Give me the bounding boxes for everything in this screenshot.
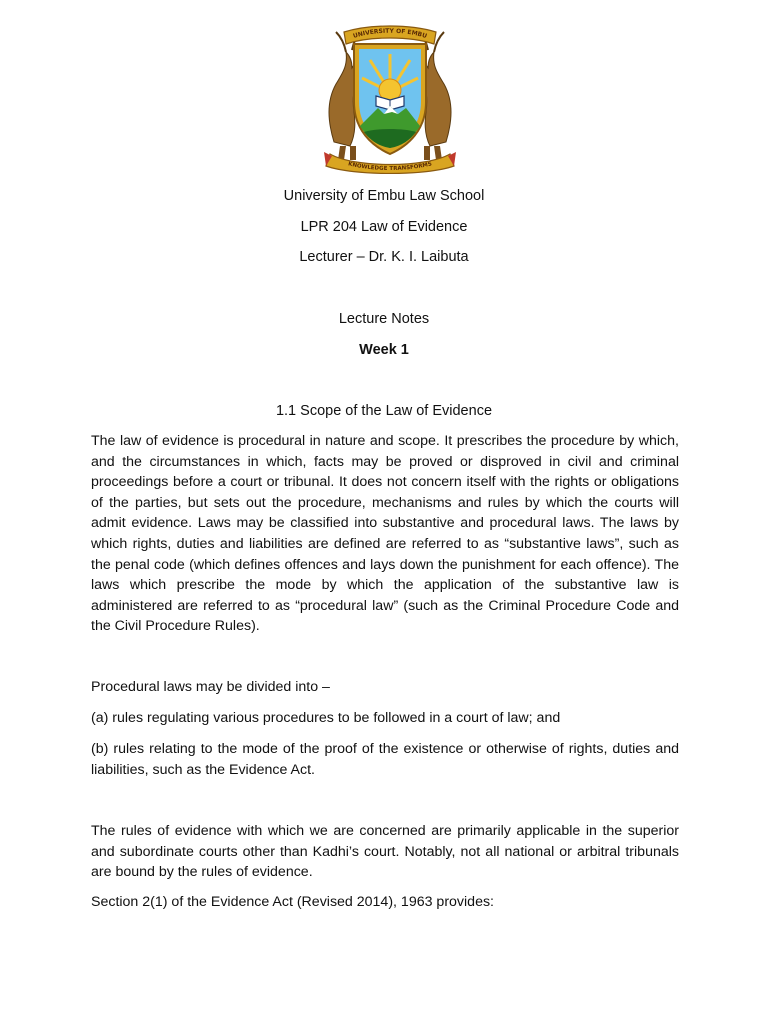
lecture-notes-label: Lecture Notes [338, 311, 430, 327]
paragraph-section-2-1: Section 2(1) of the Evidence Act (Revised 2014), 1963 provides: [91, 894, 494, 910]
list-item-b: (b) rules relating to the mode of the proof of the existence or otherwise of rights, duties and liabilities, such as the Evidence Act. [91, 741, 679, 778]
week-label: Week 1 [359, 342, 409, 358]
school-name: University of Embu Law School [283, 188, 485, 204]
crest-top-banner-text: UNIVERSITY OF EMBU [352, 27, 428, 40]
section-heading: 1.1 Scope of the Law of Evidence [275, 403, 493, 419]
crest-shield [354, 44, 426, 154]
university-crest-logo [314, 22, 466, 174]
list-item-a: (a) rules regulating various procedures to be followed in a court of law; and [91, 710, 561, 726]
paragraph-scope: The law of evidence is procedural in nature and scope. It prescribes the procedure by which, and the circumstances in which, facts may be proved or disproved in civil and criminal proceedings before a court or tribunal. It does not concern itself with the rights or obligations of the parties, but sets out the procedure, mechanisms and rules by which the courts will admit evidence. Laws may be classified into substantive and procedural laws. The laws by which rights, duties and liabilities are defined are referred to as “substantive laws”, such as the penal code (which defines offences and lays down the punishment for each offence). The laws which prescribe the mode by which the application of the substantive law is administered are referred to as “procedural law” (such as the Criminal Procedure Code and the Civil Procedure Rules). [91, 433, 679, 635]
crest-top-banner [344, 26, 436, 44]
crest-bottom-banner-text: KNOWLEDGE TRANSFORMS [347, 161, 433, 173]
course-title: LPR 204 Law of Evidence [300, 219, 468, 235]
paragraph-procedural-division: Procedural laws may be divided into – [91, 679, 330, 695]
paragraph-rules-of-evidence: The rules of evidence with which we are concerned are primarily applicable in the superior and subordinate courts other than Kadhi’s court. Notably, not all national or arbitral tribunals are bound by the rules of evidence. [91, 823, 679, 881]
lecturer-name: Lecturer – Dr. K. I. Laibuta [299, 249, 469, 265]
